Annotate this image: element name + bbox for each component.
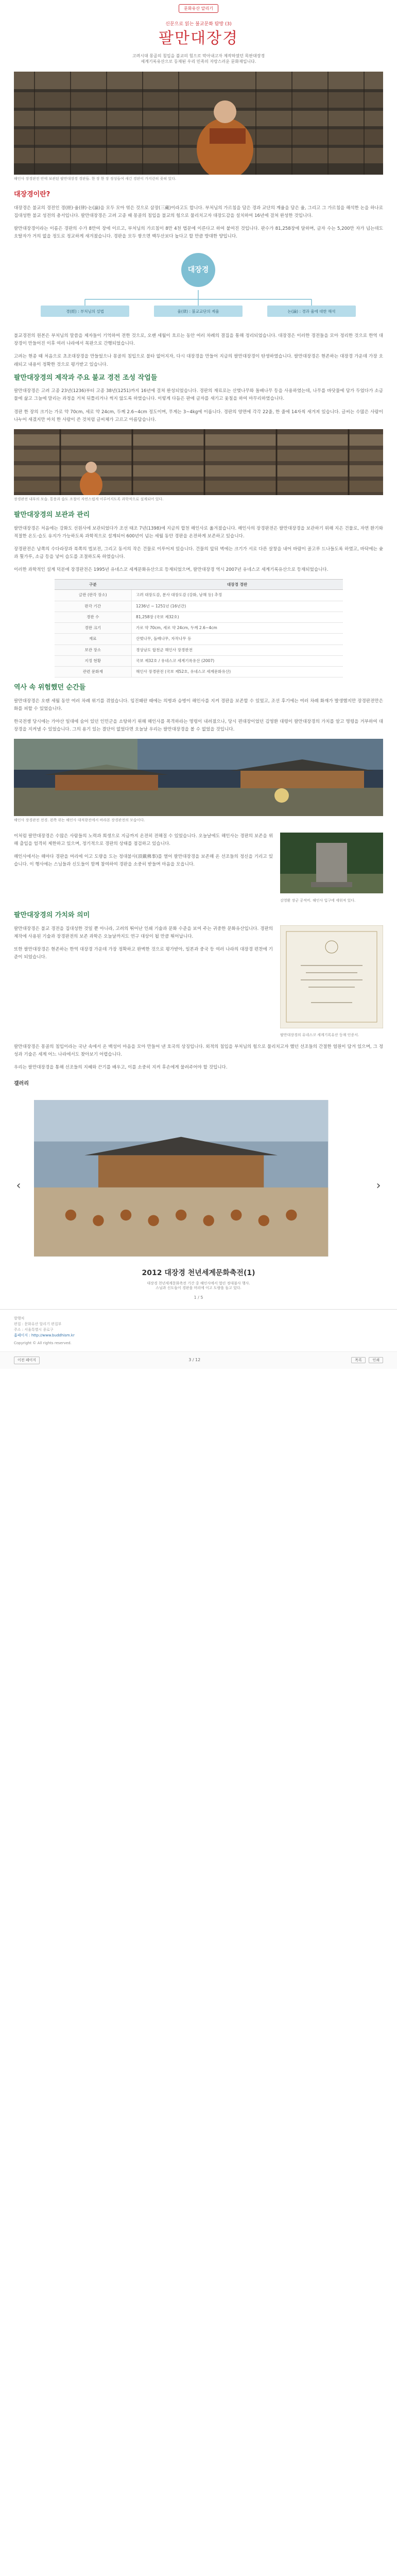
table-cell: 고려 대장도감, 분사 대장도감 (강화, 남해 등) 추정 — [132, 590, 343, 601]
paragraph: 한국전쟁 당시에는 가야산 일대에 숨어 있던 인민군을 소탕하기 위해 해인사를 폭격하라는 명령이 내려졌으나, 당시 편대장이었던 김영환 대령이 팔만대장경의 가치를 알고 명령을 거부하여 대장경을 지켜낼 수 있었습니다. 그의 용기 있는 결단이 없었다면 오늘날 우리는 팔만대장경을 볼 수 없었을 것입니다. — [14, 719, 383, 733]
diagram-node-vinaya: 율(律) : 불교교단의 계율 — [154, 306, 243, 317]
paragraph: 우리는 팔만대장경을 통해 선조들의 지혜와 끈기를 배우고, 이를 소중히 지켜 후손에게 물려주어야 할 것입니다. — [14, 1064, 228, 1070]
table-cell: 재료 — [55, 634, 132, 645]
gallery-pager: 1 / 5 — [194, 1295, 203, 1300]
memorial-caption: 김영환 장군 공적비. 해인사 입구에 세워져 있다. — [280, 898, 356, 903]
certificate-figure — [280, 925, 383, 1038]
hall-interior-photo — [14, 429, 383, 495]
category-badge[interactable]: 문화유산 알리기 — [179, 4, 218, 13]
bottom-bar — [0, 1351, 397, 1369]
table-cell: 1236년 ~ 1251년 (16년간) — [132, 601, 343, 612]
paragraph: 불교경전의 원본은 부처님의 말씀을 제자들이 기억하여 전한 것으로, 오랜 세월이 흐르는 동안 여러 차례의 결집을 통해 정리되었습니다. 대장경은 이러한 경전들을 모아 정리한 것으로 한역 대장경이 만들어진 이후 여러 나라에서 목판으로 간행되었습니다. — [14, 333, 383, 347]
memorial-figure — [280, 833, 383, 903]
paragraph: 또한 팔만대장경은 현존하는 한역 대장경 가운데 가장 정확하고 완벽한 것으로 평가받아, 일본과 중국 등 여러 나라의 대장경 편찬에 기준이 되었습니다. — [14, 946, 273, 960]
table-header: 대장경 경판 — [132, 579, 343, 590]
section-title-production: 팔만대장경의 제작과 주요 불교 경전 조성 작업들 — [14, 374, 158, 382]
gallery-caption-2: 스님과 신도들이 경판을 머리에 이고 도량을 돌고 있다. — [156, 1285, 241, 1290]
tripitaka-diagram — [0, 246, 397, 328]
table-cell: 경판 크기 — [55, 623, 132, 634]
table-row — [55, 601, 343, 612]
table-cell: 해인사 장경판전 (국보 제52호, 유네스코 세계문화유산) — [132, 667, 343, 677]
gallery-prev-button[interactable]: ‹ — [16, 1179, 21, 1193]
section-title-what-is: 대장경이란? — [14, 191, 50, 199]
list-button[interactable]: 목록 — [351, 1357, 366, 1363]
table-cell: 경상남도 합천군 해인사 장경판전 — [132, 645, 343, 655]
table-cell: 가로 약 70cm, 세로 약 24cm, 두께 2.6~4cm — [132, 623, 343, 634]
footer-line: 발행처 — [14, 1316, 25, 1321]
paragraph: 팔만대장경이라는 이름은 경판의 수가 8만여 장에 이르고, 부처님의 가르침이 8만 4천 법문에 이른다고 하여 붙여진 것입니다. 판수가 81,258장에 달하며, 글자 수는 5,200만 자가 넘는데도 오탈자가 거의 없을 정도로 정교하게 새겨졌습니다. 경판을 모두 쌓으면 백두산보다 높다고 할 만큼 방대한 양입니다. — [14, 226, 383, 240]
info-table — [55, 579, 343, 678]
table-cell: 판각 기간 — [55, 601, 132, 612]
table-cell: 지정 현황 — [55, 655, 132, 666]
table-cell: 산벚나무, 돌배나무, 자작나무 등 — [132, 634, 343, 645]
page-header — [0, 0, 397, 64]
paragraph: 경판 한 장의 크기는 가로 약 70cm, 세로 약 24cm, 두께 2.6~4cm 정도이며, 무게는 3~4kg에 이릅니다. 경판의 양면에 각각 22줄, 한 줄에 14자씩 새겨져 있습니다. 글씨는 수많은 사람이 나누어 새겼지만 마치 한 사람이 쓴 것처럼 글씨체가 고르고 아름답습니다. — [14, 409, 383, 422]
table-row — [55, 667, 343, 677]
section-title-value: 팔만대장경의 가치와 의미 — [14, 911, 90, 919]
print-button[interactable]: 인쇄 — [369, 1357, 383, 1363]
gallery-caption-1: 대장경 천년세계문화축전 기간 중 해인사에서 열린 정대불사 행사. — [147, 1281, 250, 1285]
table-cell: 81,258장 (국보 제32호) — [132, 612, 343, 622]
section-what-is — [0, 191, 397, 241]
page-indicator: 3 / 12 — [188, 1357, 201, 1362]
paragraph: 고려는 현종 때 처음으로 초조대장경을 만들었으나 몽골의 침입으로 불타 없어지자, 다시 대장경을 만들어 지금의 팔만대장경이 탄생하였습니다. 팔만대장경은 현존하는 대장경 가운데 가장 오래되고 내용이 정확한 것으로 평가받고 있습니다. — [14, 354, 383, 367]
section-origin — [0, 332, 397, 368]
memorial-photo — [280, 833, 383, 893]
diagram-node-abhidharma: 논(論) : 경과 율에 대한 해석 — [267, 306, 356, 317]
info-table-wrap — [0, 579, 397, 678]
gallery-title: 2012 대장경 천년세계문화축전(1) — [142, 1269, 255, 1278]
temple-complex-photo — [14, 739, 383, 816]
section-closing — [0, 1043, 397, 1072]
table-row — [55, 655, 343, 666]
paragraph: 팔만대장경은 고려 고종 23년(1236)부터 고종 38년(1251)까지 16년에 걸쳐 완성되었습니다. 경판의 재료로는 산벚나무와 돌배나무 등을 사용하였는데, 나무를 바닷물에 담가 두었다가 소금물에 삶고 그늘에 말리는 과정을 거쳐 뒤틀리거나 썩지 않도록 하였습니다. 이렇게 다듬은 판에 글자를 새기고 옻칠을 하여 마무리하였습니다. — [14, 388, 383, 402]
table-row — [55, 634, 343, 645]
copyright: Copyright © All rights reserved. — [14, 1341, 72, 1345]
paragraph: 팔만대장경은 오랜 세월 동안 여러 차례 위기를 겪었습니다. 임진왜란 때에는 의병과 승병이 해인사를 지켜 경판을 보존할 수 있었고, 조선 후기에는 여러 차례 화재가 발생했지만 장경판전만은 화를 피할 수 있었습니다. — [14, 699, 383, 712]
section-history — [0, 684, 397, 823]
hero-figure — [0, 72, 397, 181]
paragraph: 이러한 과학적인 설계 덕분에 장경판전은 1995년 유네스코 세계문화유산으로 등재되었으며, 팔만대장경 역시 2007년 유네스코 세계기록유산으로 등재되었습니다. — [14, 567, 329, 572]
section-title-storage: 팔만대장경의 보관과 관리 — [14, 511, 90, 519]
subtitle-line-2: 세계기록유산으로 등재된 우리 민족의 자랑스러운 문화재입니다. — [141, 59, 256, 64]
section-value — [0, 911, 397, 1038]
gallery — [0, 1080, 397, 1301]
page-title: 팔만대장경 — [159, 29, 238, 47]
gallery-photo[interactable] — [34, 1091, 364, 1266]
table-cell: 글판 (판각 장소) — [55, 590, 132, 601]
table-header: 구분 — [55, 579, 132, 590]
footer-link[interactable]: 홈페이지 : http://www.buddhism.kr — [14, 1333, 75, 1337]
table-cell: 경판 수 — [55, 612, 132, 622]
temple-complex-caption: 해인사 장경판전 전경. 왼쪽 위는 해인사 대적광전에서 바라본 장경판전의 모습이다. — [14, 818, 145, 823]
footer-line: 편집 : 문화유산 알리기 편집부 — [14, 1322, 62, 1327]
footer — [0, 1309, 397, 1351]
unesco-certificate-image — [280, 925, 383, 1028]
table-row — [55, 623, 343, 634]
bottom-actions — [349, 1357, 383, 1363]
table-row — [55, 645, 343, 655]
hero-caption: 해인사 장경판전 안에 보관된 팔만대장경 경판들. 한 장 한 장 정성들여 새긴 경판이 가지런히 꽂혀 있다. — [14, 177, 177, 181]
prev-page-button[interactable]: 이전 페이지 — [14, 1357, 40, 1364]
table-row — [55, 590, 343, 601]
paragraph: 팔만대장경은 처음에는 강화도 선원사에 보관되었다가 조선 태조 7년(1398)에 지금의 합천 해인사로 옮겨졌습니다. 해인사의 장경판전은 팔만대장경을 보관하기 위해 지은 건물로, 자연 환기와 적절한 온도·습도 유지가 가능하도록 과학적으로 설계되어 600년이 넘는 세월 동안 경판을 온전하게 보존하고 있습니다. — [14, 526, 383, 539]
paragraph: 팔만대장경은 몽골의 침입이라는 국난 속에서 온 백성이 마음을 모아 만들어 낸 호국의 상징입니다. 외적의 침입을 부처님의 힘으로 물리치고자 했던 선조들의 간절한 염원이 담겨 있으며, 그 정성과 기술은 세계 어느 나라에서도 찾아보기 어렵습니다. — [14, 1044, 383, 1057]
table-cell: 국보 제32호 / 유네스코 세계기록유산 (2007) — [132, 655, 343, 666]
table-cell: 관련 문화재 — [55, 667, 132, 677]
subtitle-line-1: 고려시대 몽골의 침입을 불교의 힘으로 막아내고자 제작하였던 목판대장경 — [132, 53, 265, 58]
gallery-next-button[interactable]: › — [376, 1179, 381, 1193]
article-overline: 신문으로 읽는 불교문화 탐방 (3) — [165, 22, 232, 27]
section-title-history: 역사 속 위험했던 순간들 — [14, 684, 86, 692]
paragraph: 대장경은 불교의 경전인 경(經)·율(律)·논(論)을 모두 모아 엮은 것으로 삼장(三藏)이라고도 합니다. 부처님의 가르침을 담은 경과 교단의 계율을 담은 율, 그리고 그 가르침을 해석한 논을 하나로 집대성한 불교 성전의 총서입니다. 팔만대장경은 고려 고종 때 몽골의 침입을 불교의 힘으로 물리치고자 대장도감을 설치하여 16년에 걸쳐 완성한 것입니다. — [14, 206, 383, 219]
hall-interior-caption: 장경판전 내부의 모습. 통풍과 습도 조절이 자연스럽게 이루어지도록 과학적으로 설계되어 있다. — [14, 497, 164, 501]
paragraph: 이처럼 팔만대장경은 수많은 사람들의 노력과 희생으로 지금까지 온전히 전해질 수 있었습니다. 오늘날에도 해인사는 경판의 보존을 위해 출입을 엄격히 제한하고 있으며, 정기적으로 경판의 상태를 점검하고 있습니다. — [14, 833, 273, 846]
section-ceremony — [0, 833, 397, 903]
table-row — [55, 612, 343, 622]
paragraph: 장경판전은 남쪽의 수다라장과 북쪽의 법보전, 그리고 동서의 작은 건물로 이루어져 있습니다. 건물의 앞뒤 벽에는 크기가 서로 다른 살창을 내어 바람이 골고루 드나들도록 하였고, 바닥에는 숯과 횟가루, 소금 등을 넣어 습도를 조절하도록 하였습니다. — [14, 546, 383, 560]
hero-photo — [14, 72, 383, 175]
section-production — [0, 374, 397, 502]
paragraph: 해인사에서는 해마다 경판을 머리에 이고 도량을 도는 정대불사(頂戴佛事)를 열어 팔만대장경을 보존해 온 선조들의 정신을 기리고 있습니다. 이 행사에는 스님들과 신도들이 함께 참여하여 경판을 소중히 받들며 마음을 모읍니다. — [14, 854, 273, 867]
gallery-label: 갤러리 — [14, 1080, 29, 1087]
certificate-caption: 팔만대장경의 유네스코 세계기록유산 등재 인증서. — [280, 1033, 359, 1038]
section-storage — [0, 511, 397, 574]
table-cell: 보관 장소 — [55, 645, 132, 655]
diagram-node-sutra: 경(經) : 부처님의 설법 — [41, 306, 129, 317]
paragraph: 팔만대장경은 불교 경전을 집대성한 것일 뿐 아니라, 고려의 뛰어난 인쇄 기술과 문화 수준을 보여 주는 귀중한 문화유산입니다. 경판의 제작에 사용된 기술과 장경판전의 보존 과학은 오늘날까지도 연구 대상이 될 만큼 뛰어납니다. — [14, 926, 273, 939]
footer-line: 주소 : 서울특별시 종로구 — [14, 1328, 54, 1332]
diagram-hub: 대장경 — [181, 253, 215, 287]
